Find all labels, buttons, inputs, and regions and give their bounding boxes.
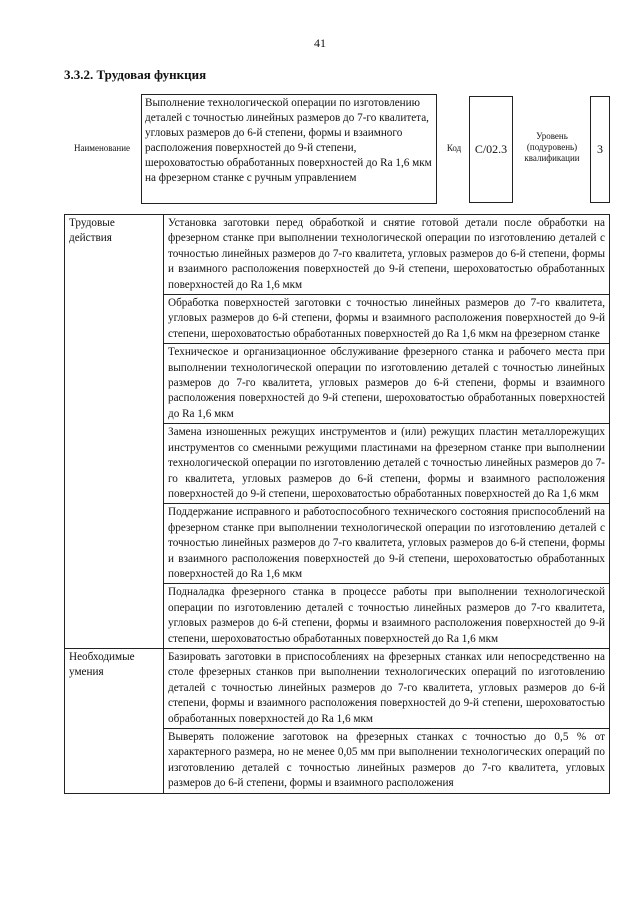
action-item: Установка заготовки перед обработкой и снятие готовой детали после обработки на фрезерном станке при выполнении технологической операции по изготовлению деталей с точностью линейных размеров до 7-го квалитета, угловых размеров до 6-й степени, формы и взаимного расположения поверхностей до 9-й степени, шероховатостью обработанных поверхностей до Ra 1,6 мкм — [164, 215, 610, 295]
section-title: 3.3.2. Трудовая функция — [64, 67, 207, 82]
function-table — [64, 214, 610, 794]
level-label: Уровень (подуровень) квалификации — [524, 131, 580, 163]
table-row — [65, 648, 610, 728]
function-code — [469, 96, 513, 203]
code-label: Код — [446, 143, 462, 153]
qualification-level — [590, 96, 610, 203]
skill-item: Базировать заготовки в приспособлениях на фрезерных станках или непосредственно на столе фрезерных станков при выполнении технологических операций по изготовлению деталей с точностью линейных размеров до 7-го квалитета, угловых размеров до 6-й степени, формы и взаимного расположения поверхностей до 9-й степени, шероховатостью обработанных поверхностей до Ra 1,6 мкм — [164, 648, 610, 728]
function-name: Выполнение технологической операции по изготовлению деталей с точностью линейных размеров до 7-го квалитета, угловых размеров до 6-й степени, формы и взаимного расположения поверхностей до 9-й степени, шероховатостью обработанных поверхностей до Ra 1,6 мкм на фрезерном станке с ручным управлением — [141, 94, 437, 204]
action-item: Подналадка фрезерного станка в процессе работы при выполнении технологической операции по изготовлению деталей с точностью линейных размеров до 7-го квалитета, угловых размеров до 6-й степени, формы и взаимного расположения поверхностей до 9-й степени, шероховатостью обработанных поверхностей до Ra 1,6 мкм — [164, 584, 610, 649]
function-code-value: C/02.3 — [474, 142, 508, 156]
action-item: Поддержание исправного и работоспособного технического состояния приспособлений на фрезерном станке при выполнении технологической операции по изготовлению деталей с точностью линейных размеров до 7-го квалитета, угловых размеров до 6-й степени, формы и взаимного расположения поверхностей до 9-й степени, шероховатостью обработанных поверхностей до Ra 1,6 мкм — [164, 504, 610, 584]
section-label-skills: Необходимые умения — [65, 648, 164, 793]
action-item: Техническое и организационное обслуживание фрезерного станка и рабочего места при выполнении технологической операции по изготовлению деталей с точностью линейных размеров до 7-го квалитета, угловых размеров до 6-й степени, формы и взаимного расположения поверхностей до 9-й степени, шероховатостью обработанных поверхностей до Ra 1,6 мкм — [164, 344, 610, 424]
name-label: Наименование — [73, 143, 131, 153]
qualification-level-value: 3 — [597, 142, 603, 156]
skill-item: Выверять положение заготовок на фрезерных станках с точностью до 0,5 % от характерного размера, но не менее 0,05 мм при выполнении технологических операций по изготовлению деталей с точностью линейных размеров до 7-го квалитета, угловых размеров до 6-й степени, формы и взаимного расположения — [164, 729, 610, 794]
table-row — [65, 215, 610, 295]
page-number: 41 — [314, 36, 326, 50]
action-item: Обработка поверхностей заготовки с точностью линейных размеров до 7-го квалитета, угловых размеров до 6-й степени, формы и взаимного расположения поверхностей до 9-й степени, шероховатостью обработанных поверхностей до Ra 1,6 мкм на фрезерном станке — [164, 295, 610, 344]
section-label-actions: Трудовые действия — [65, 215, 164, 649]
action-item: Замена изношенных режущих инструментов и (или) режущих пластин металлорежущих инструментов со сменными режущими пластинами на фрезерном станке при выполнении технологической операции по изготовлению деталей с точностью линейных размеров до 7-го квалитета, угловых размеров до 6-й степени, формы и взаимного расположения поверхностей до 9-й степени, шероховатостью обработанных поверхностей до Ra 1,6 мкм — [164, 424, 610, 504]
